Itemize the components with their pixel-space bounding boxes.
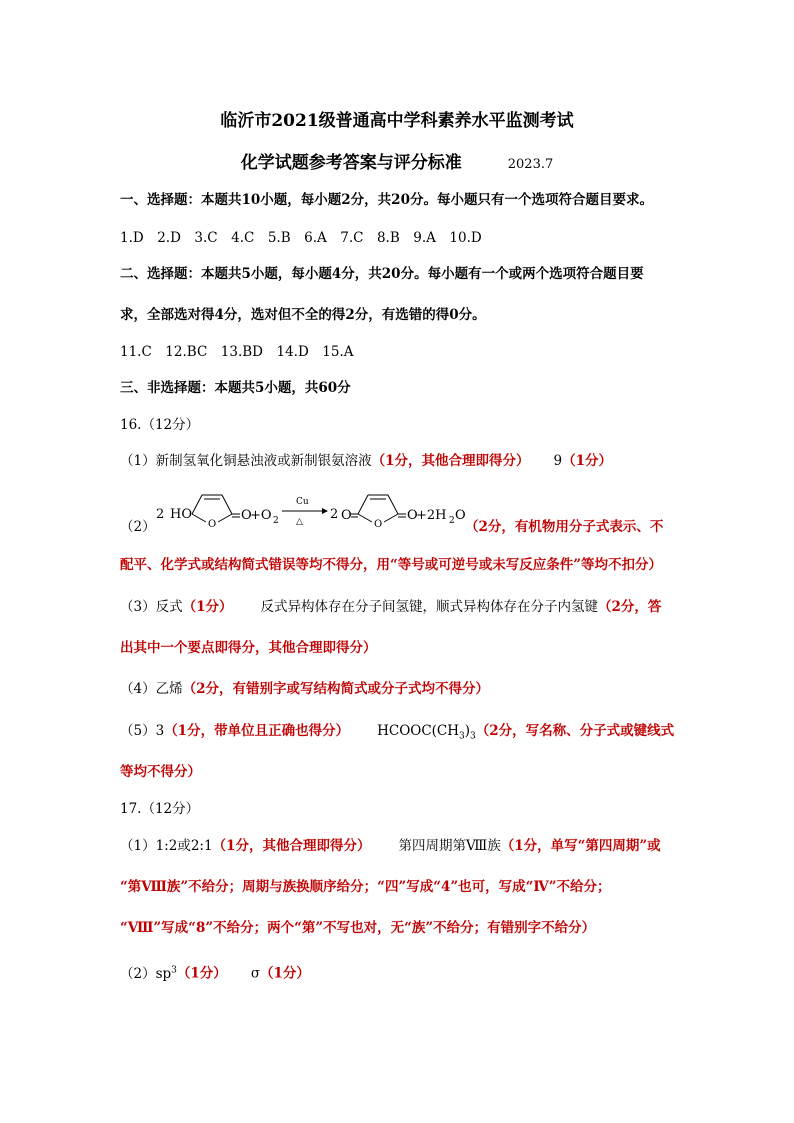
q16-p2-label: （2） bbox=[120, 519, 156, 535]
q16-p5-note2-line2: 等均不得分） bbox=[120, 764, 201, 780]
page-subtitle bbox=[0, 148, 794, 173]
eq-catalyst: Cu bbox=[296, 497, 309, 507]
q16-p4-note: （2分，有错别字或写结构简式或分子式均不得分） bbox=[182, 681, 489, 697]
ring-oxygen-1: O bbox=[208, 519, 217, 530]
q16-p2-note-line2: 配平、化学式或结构简式错误等均不得分，用“等号或可逆号或未写反应条件”等均不扣分） bbox=[120, 557, 663, 573]
q17-p1-note1: （1分，其他合理即得分） bbox=[212, 838, 371, 854]
q17-p1-note2-line3: “Ⅷ”写成“8”不给分；两个“第”不写也对，无“族”不给分；有错别字不给分） bbox=[120, 920, 596, 936]
q17-p2-text: $(2)sp^3$ bbox=[120, 965, 177, 982]
exam-date: 2023.7 bbox=[507, 157, 554, 172]
eq-water: +2H bbox=[416, 508, 447, 523]
q16-part3 bbox=[120, 598, 661, 616]
q17-p1-note2: （1分，单写“第四周期”或 bbox=[500, 838, 661, 854]
reaction-equation bbox=[120, 478, 480, 542]
q16-title: 16.（12分） bbox=[120, 417, 200, 433]
q17-p2-note1: （1分） bbox=[176, 965, 227, 982]
q16-p3-note2: （2分，答 bbox=[598, 599, 662, 615]
q16-part4 bbox=[120, 680, 489, 698]
section1-answers: 1.D 2.D 3.C 4.C 5.B 6.A 7.C 8.B 9.A 10.D bbox=[120, 230, 482, 246]
q17-p1-note2-line2: “第Ⅷ族”不给分；周期与族换顺序给分；“四”写成“4”也可，写成“Ⅳ”不给分； bbox=[120, 879, 611, 895]
section1-heading: 一、选择题：本题共10小题，每小题2分，共20分。每小题只有一个选项符合题目要求。 bbox=[120, 192, 653, 208]
eq-carbonyl-o1: O bbox=[241, 508, 252, 523]
eq-water-o: O bbox=[455, 508, 466, 523]
q16-p5-text: （5）3 bbox=[120, 723, 165, 739]
q16-p1-text: （1）新制氢氧化铜悬浊液或新制银氨溶液 bbox=[120, 453, 372, 469]
q17-p2-ans2: σ bbox=[250, 965, 261, 982]
eq-coef1: 2 bbox=[156, 507, 165, 522]
section3-heading: 三、非选择题：本题共5小题，共60分 bbox=[120, 380, 351, 396]
eq-carbonyl-o3: O bbox=[407, 508, 418, 523]
q16-p5-note1: （1分，带单位且正确也得分） bbox=[164, 723, 350, 739]
q16-p1-note: （1分，其他合理即得分） bbox=[371, 453, 530, 469]
section2-heading-line1: 二、选择题：本题共5小题，每小题4分，共20分。每小题有一个或两个选项符合题目要 bbox=[120, 266, 644, 282]
q17-part1 bbox=[120, 837, 661, 855]
section2-heading-line2: 求，全部选对得4分，选对但不全的得2分，有选错的得0分。 bbox=[120, 307, 486, 323]
subtitle-text: 化学试题参考答案与评分标准 bbox=[240, 153, 462, 173]
furanone-ring-reactant bbox=[192, 495, 232, 522]
q16-p3-note2-line2: 出其中一个要点即得分，其他合理即得分） bbox=[120, 640, 377, 656]
q16-p1-ans2: 9 bbox=[553, 453, 563, 469]
q16-p3-note1: （1分） bbox=[182, 599, 233, 615]
q16-p5-note2: （2分，写名称、分子式或键线式 bbox=[475, 723, 675, 739]
eq-heat: △ bbox=[296, 517, 303, 527]
q16-part2 bbox=[120, 518, 156, 536]
q16-p2-note-line1: （2分，有机物用分子式表示、不 bbox=[465, 519, 664, 535]
q16-part5 bbox=[120, 722, 674, 746]
q16-p1-note2: （1分） bbox=[562, 453, 612, 469]
eq-coef2: 2 bbox=[330, 507, 339, 522]
q16-p5-formula: $HCOOC(CH_3)_3$ bbox=[377, 723, 476, 742]
q16-p4-text: （4）乙烯 bbox=[120, 681, 183, 697]
eq-water-sub: 2 bbox=[449, 516, 455, 526]
q16-p3-text: （3）反式 bbox=[120, 599, 183, 615]
eq-o2-sub: 2 bbox=[273, 516, 279, 526]
reaction-arrow bbox=[282, 508, 328, 514]
section2-answers: 11.C 12.BC 13.BD 14.D 15.A bbox=[120, 344, 354, 360]
furanone-ring-product bbox=[358, 495, 398, 522]
q17-p1-ans2: 第四周期第Ⅷ族 bbox=[398, 838, 501, 854]
q17-part2 bbox=[120, 961, 310, 983]
page-title: 临沂市2021级普通高中学科素养水平监测考试 bbox=[220, 111, 574, 131]
eq-plus-o2: +O bbox=[250, 508, 272, 523]
eq-hydroxy: HO bbox=[170, 507, 192, 522]
q17-title: 17.（12分） bbox=[120, 801, 200, 817]
q17-p1-text: （1）1:2或2:1 bbox=[120, 838, 213, 854]
ring-oxygen-2: O bbox=[374, 519, 383, 530]
eq-carbonyl-o2: O bbox=[341, 508, 352, 523]
q16-part1 bbox=[120, 452, 612, 470]
q16-p3-explanation: 反式异构体存在分子间氢键，顺式异构体存在分子内氢键 bbox=[260, 599, 598, 615]
q17-p2-note2: （1分） bbox=[260, 965, 310, 982]
